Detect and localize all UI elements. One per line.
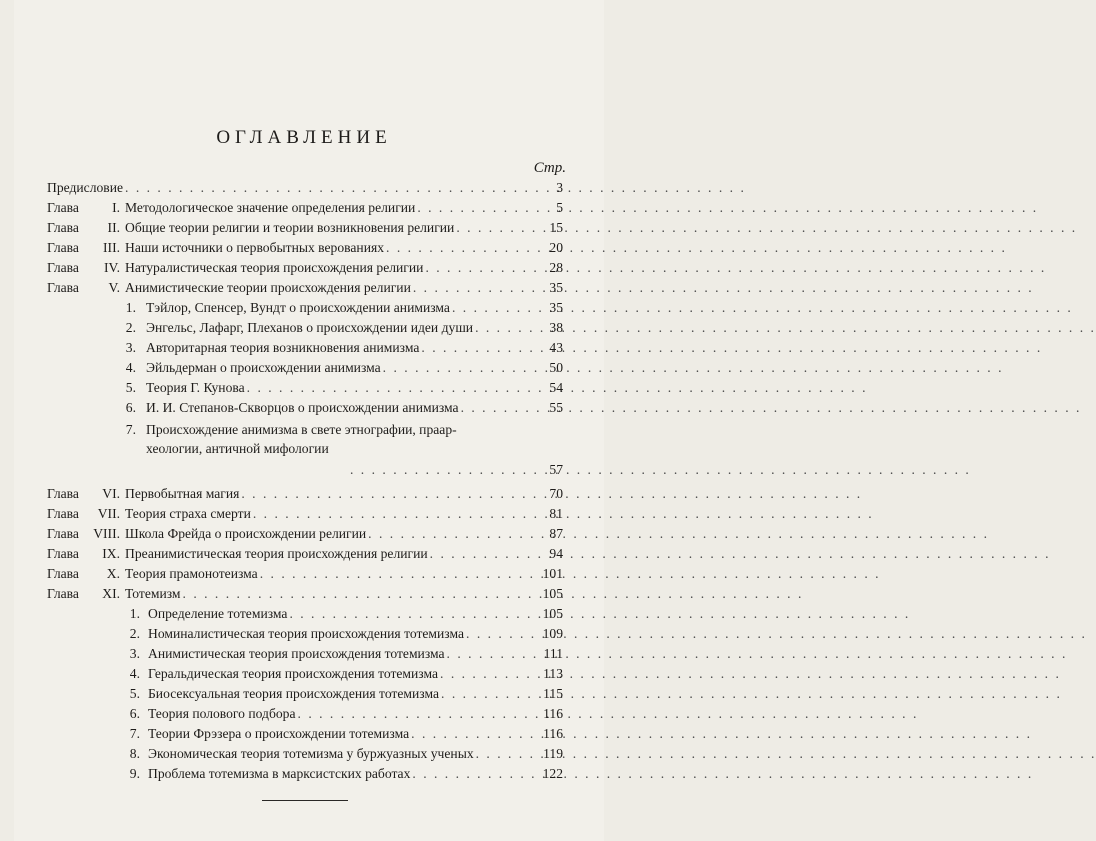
- page-number: 20: [549, 240, 563, 255]
- entry-title: Экономическая теория тотемизма у буржуазных ученых: [148, 746, 474, 761]
- entry-title: Анимистическая теория происхождения тотемизма: [148, 646, 445, 661]
- page-number: 3: [556, 180, 563, 195]
- section-number: 6.: [129, 706, 140, 721]
- entry-title: Натуралистическая теория происхождения религии: [125, 260, 424, 275]
- entry-title: Проблема тотемизма в марксистских работах: [148, 766, 411, 781]
- chapter-word: Глава: [47, 240, 79, 255]
- chapter-number: VIII.: [93, 526, 120, 541]
- page-number: 116: [543, 726, 563, 741]
- leader-dots: [289, 604, 509, 624]
- leader-dots: [241, 484, 509, 504]
- toc-entry-section[interactable]: [148, 684, 509, 704]
- entry-title: Тэйлор, Спенсер, Вундт о происхождении анимизма: [146, 300, 450, 315]
- section-number: 7.: [129, 726, 140, 741]
- leader-dots: [298, 704, 509, 724]
- toc-entry-chapter-11[interactable]: [125, 584, 509, 604]
- chapter-number: V.: [108, 280, 120, 295]
- page-number: 5: [556, 200, 563, 215]
- entry-title: Теория полового подбора: [148, 706, 296, 721]
- leader-dots: [475, 318, 509, 338]
- toc-entry-section[interactable]: [146, 378, 509, 398]
- page-number: 55: [549, 400, 563, 415]
- entry-title: Тотемизм: [125, 586, 181, 601]
- page-number: 28: [549, 260, 563, 275]
- toc-entry-section[interactable]: [148, 704, 509, 724]
- chapter-word: Глава: [47, 280, 79, 295]
- leader-dots: [452, 298, 509, 318]
- toc-entry-section[interactable]: [146, 318, 509, 338]
- leader-dots: [247, 378, 509, 398]
- page-number: 57: [549, 462, 563, 477]
- toc-entry-chapter-4[interactable]: [125, 258, 509, 278]
- leader-dots: [368, 524, 509, 544]
- chapter-word: Глава: [47, 200, 79, 215]
- entry-title-line-1[interactable]: Происхождение анимизма в свете этнографии, праар-: [146, 422, 457, 437]
- section-number: 6.: [125, 400, 136, 415]
- chapter-word: Глава: [47, 486, 79, 501]
- entry-title: Наши источники о первобытных верованиях: [125, 240, 385, 255]
- section-number: 2.: [129, 626, 140, 641]
- toc-entry-section[interactable]: [146, 358, 509, 378]
- entry-title-line-2[interactable]: хеологии, античной мифологии: [146, 441, 329, 456]
- entry-title: Теория прамонотеизма: [125, 566, 258, 581]
- chapter-word: Глава: [47, 586, 79, 601]
- chapter-number: III.: [103, 240, 120, 255]
- page-number: 122: [542, 766, 563, 781]
- leader-dots: [350, 460, 509, 480]
- entry-title: И. И. Степанов-Скворцов о происхождении анимизма: [146, 400, 459, 415]
- page-number: 54: [549, 380, 563, 395]
- chapter-word: Глава: [47, 260, 79, 275]
- chapter-word: Глава: [47, 566, 79, 581]
- entry-title: Эйльдерман о происхождении анимизма: [146, 360, 381, 375]
- chapter-number: XI.: [102, 586, 120, 601]
- chapter-number: II.: [107, 220, 120, 235]
- entry-title: Биосексуальная теория происхождения тотемизма: [148, 686, 440, 701]
- page-number: 35: [549, 280, 563, 295]
- leader-dots: [417, 198, 509, 218]
- entry-title: Общие теории религии и теории возникновения религии: [125, 220, 455, 235]
- toc-entry-preface[interactable]: [47, 178, 509, 198]
- page-number: 70: [549, 486, 563, 501]
- entry-title: Теория страха смерти: [125, 506, 251, 521]
- leader-dots: [456, 218, 509, 238]
- entry-title: Авторитарная теория возникновения анимизма: [146, 340, 420, 355]
- entry-title: Школа Фрейда о происхождении религии: [125, 526, 367, 541]
- entry-title: Предисловие: [47, 180, 124, 195]
- leader-dots: [383, 358, 509, 378]
- toc-heading: ОГЛАВЛЕНИЕ: [216, 127, 392, 148]
- entry-title: Определение тотемизма: [148, 606, 288, 621]
- page-number: 105: [542, 586, 563, 601]
- entry-title: Анимистические теории происхождения религии: [125, 280, 411, 295]
- toc-entry-chapter-7[interactable]: [125, 504, 509, 524]
- entry-title: Преанимистическая теория происхождения религии: [125, 546, 428, 561]
- entry-title: Теории Фрэзера о происхождении тотемизма: [148, 726, 410, 741]
- leader-dots: [411, 724, 509, 744]
- toc-entry-chapter-10[interactable]: [125, 564, 509, 584]
- section-number: 2.: [125, 320, 136, 335]
- leader-dots: [461, 398, 509, 418]
- page-number: 111: [543, 646, 563, 661]
- section-number: 4.: [129, 666, 140, 681]
- section-number: 5.: [129, 686, 140, 701]
- toc-entry-section[interactable]: [148, 644, 509, 664]
- leader-dots: [466, 624, 509, 644]
- toc-entry-section[interactable]: [148, 724, 509, 744]
- leader-dots: [253, 504, 509, 524]
- chapter-word: Глава: [47, 526, 79, 541]
- leader-dots: [386, 238, 509, 258]
- page-number: 87: [549, 526, 563, 541]
- page-number: 109: [542, 626, 563, 641]
- page-number: 38: [549, 320, 563, 335]
- leader-dots: [430, 544, 509, 564]
- leader-dots: [476, 744, 509, 764]
- toc-entry-chapter-6[interactable]: [125, 484, 509, 504]
- toc-entry-section[interactable]: [148, 764, 509, 784]
- toc-entry-chapter-9[interactable]: [125, 544, 509, 564]
- leader-dots: [421, 338, 509, 358]
- page-number: 119: [543, 746, 563, 761]
- toc-entry-chapter-8[interactable]: [125, 524, 509, 544]
- leader-dots: [441, 684, 509, 704]
- page-column-header: Стр.: [533, 160, 566, 176]
- section-number: 5.: [125, 380, 136, 395]
- page-number: 113: [543, 666, 563, 681]
- chapter-number: VII.: [97, 506, 120, 521]
- entry-title: Методологическое значение определения религии: [125, 200, 416, 215]
- page-number: 101: [542, 566, 563, 581]
- chapter-number: VI.: [102, 486, 120, 501]
- toc-entry-chapter-2[interactable]: [125, 218, 509, 238]
- chapter-word: Глава: [47, 220, 79, 235]
- section-number: 3.: [129, 646, 140, 661]
- chapter-number: IX.: [102, 546, 120, 561]
- leader-dots: [425, 258, 509, 278]
- page-number: 15: [549, 220, 563, 235]
- page-number: 35: [549, 300, 563, 315]
- leader-dots: [125, 178, 509, 198]
- toc-entry-chapter-3[interactable]: [125, 238, 509, 258]
- page-number: 43: [549, 340, 563, 355]
- section-number: 9.: [129, 766, 140, 781]
- chapter-number: IV.: [104, 260, 120, 275]
- section-number: 3.: [125, 340, 136, 355]
- toc-entry-chapter-5[interactable]: [125, 278, 509, 298]
- page-number: 81: [549, 506, 563, 521]
- leader-dots: [413, 278, 509, 298]
- toc-entry-section[interactable]: [148, 744, 509, 764]
- toc-entry-section[interactable]: [148, 664, 509, 684]
- toc-entry-section[interactable]: [148, 624, 509, 644]
- leader-dots: [447, 644, 509, 664]
- section-number: 1.: [125, 300, 136, 315]
- page-number: 94: [549, 546, 563, 561]
- leader-dots: [260, 564, 509, 584]
- page-number: 50: [549, 360, 563, 375]
- section-number: 4.: [125, 360, 136, 375]
- toc-entry-section-leader: [350, 460, 509, 480]
- entry-title: Первобытная магия: [125, 486, 240, 501]
- section-number: 1.: [129, 606, 140, 621]
- leader-dots: [412, 764, 509, 784]
- toc-entry-section[interactable]: [146, 298, 509, 318]
- entry-title: Номиналистическая теория происхождения тотемизма: [148, 626, 465, 641]
- toc-entry-section[interactable]: [146, 338, 509, 358]
- page-number: 105: [542, 606, 563, 621]
- section-number: 8.: [129, 746, 140, 761]
- chapter-number: I.: [112, 200, 120, 215]
- toc-entry-section[interactable]: [146, 398, 509, 418]
- chapter-number: X.: [106, 566, 120, 581]
- entry-title: Теория Г. Кунова: [146, 380, 245, 395]
- leader-dots: [440, 664, 509, 684]
- closing-rule: [262, 800, 348, 801]
- leader-dots: [183, 584, 509, 604]
- page-number: 115: [543, 686, 563, 701]
- toc-entry-chapter-1[interactable]: [125, 198, 509, 218]
- chapter-word: Глава: [47, 546, 79, 561]
- chapter-word: Глава: [47, 506, 79, 521]
- section-number: 7.: [125, 422, 136, 437]
- entry-title: Геральдическая теория происхождения тотемизма: [148, 666, 439, 681]
- page-number: 116: [543, 706, 563, 721]
- toc-entry-section[interactable]: [148, 604, 509, 624]
- entry-title: Энгельс, Лафарг, Плеханов о происхождении идеи души: [146, 320, 474, 335]
